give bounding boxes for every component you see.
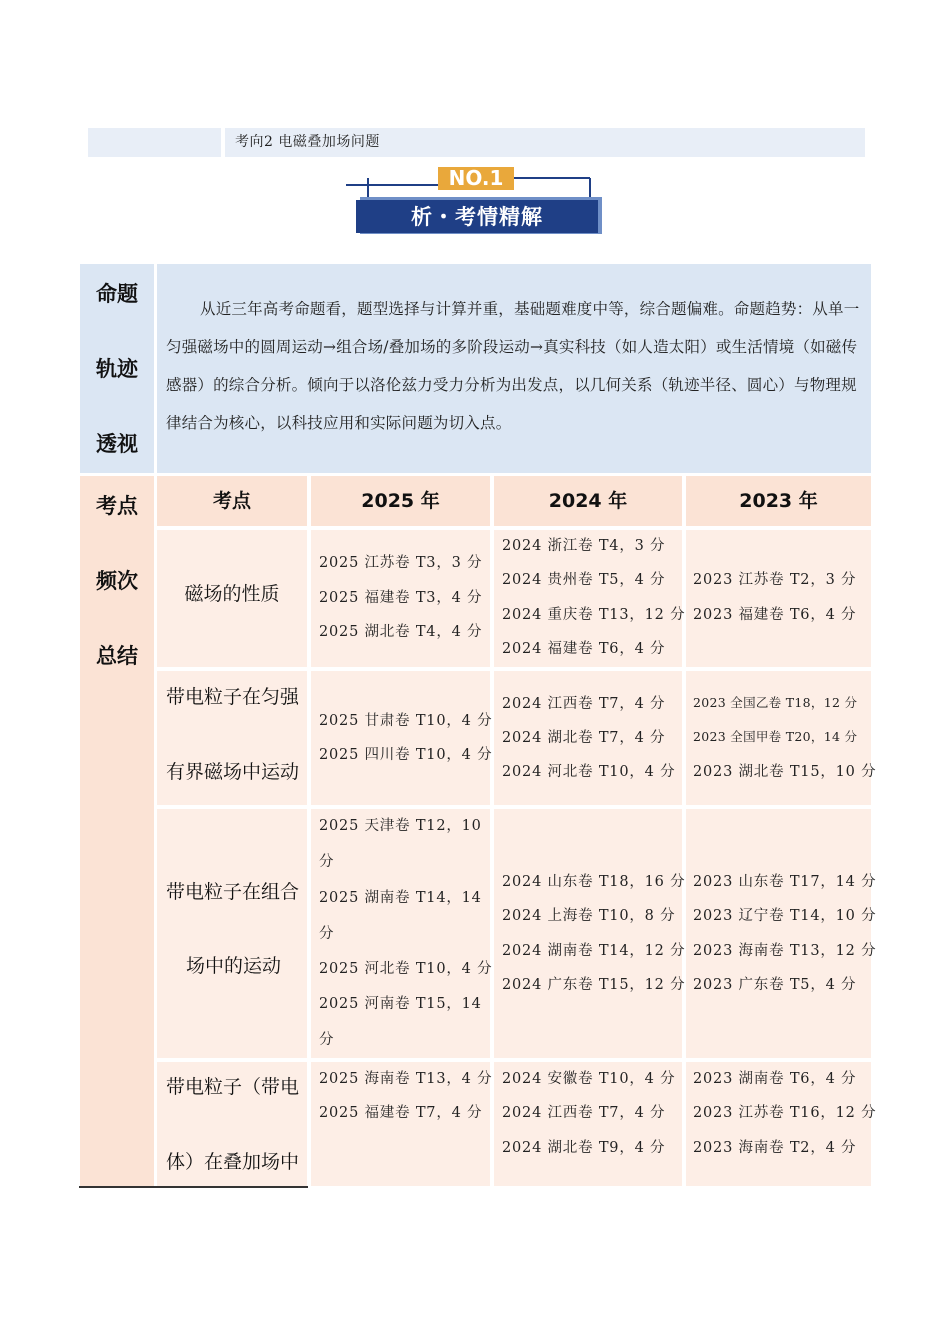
- table-row-4-2023: [686, 1062, 877, 1186]
- freq-side-cell: [80, 476, 154, 1186]
- breadcrumb: 考向2 电磁叠加场问题: [235, 134, 380, 150]
- topic-label: 带电粒子在匀强: [166, 686, 300, 708]
- topic-label: 带电粒子（带电: [166, 1076, 300, 1098]
- exam-entry: 分: [319, 854, 335, 870]
- table-row-1-2025: [311, 530, 490, 667]
- exam-entry: 2023 福建卷 T6，4 分: [693, 607, 857, 623]
- exam-entry: 2024 安徽卷 T10，4 分: [502, 1071, 676, 1087]
- exam-entry: 2024 福建卷 T6，4 分: [502, 641, 666, 657]
- exam-entry: 2025 河南卷 T15，14: [319, 996, 482, 1012]
- exam-entry: 2025 四川卷 T10，4 分: [319, 747, 493, 763]
- col-header-2025: 2025 年: [311, 476, 490, 526]
- topic-label: 有界磁场中运动: [166, 761, 300, 783]
- freq-side-label-1: 考点: [96, 494, 138, 518]
- trend-paragraph: 从近三年高考命题看，题型选择与计算并重，基础题难度中等，综合题偏难。命题趋势：从单一匀强磁场中的圆周运动→组合场/叠加场的多阶段运动→真实科技（如人造太阳）或生活情境（如磁传感器）的综合分析。倾向于以洛伦兹力受力分析为出发点，以几何关系（轨迹半径、圆心）与物理规律结合为核心，以科技应用和实际问题为切入点。: [166, 300, 860, 432]
- table-row-1-2024: [494, 530, 686, 667]
- trend-side-label-3: 透视: [96, 432, 138, 456]
- banner-title: 析・考情精解: [411, 205, 543, 229]
- exam-entry: 2023 全国甲卷 T20，14 分: [693, 729, 858, 744]
- banner-number: NO.1: [448, 166, 504, 190]
- exam-entry: 2023 广东卷 T5，4 分: [693, 977, 857, 993]
- table-row-1-topic: [157, 530, 307, 667]
- exam-entry: 2023 江苏卷 T16，12 分: [693, 1105, 877, 1121]
- table-row-2-2023: [686, 671, 877, 805]
- exam-entry: 2023 湖北卷 T15，10 分: [693, 764, 877, 780]
- topic-label: 带电粒子在组合: [166, 881, 300, 903]
- exam-entry: 2024 上海卷 T10，8 分: [502, 908, 676, 924]
- trend-side-label-1: 命题: [96, 282, 138, 306]
- exam-entry: 2024 山东卷 T18，16 分: [502, 874, 686, 890]
- exam-entry: 2025 天津卷 T12，10: [319, 818, 482, 834]
- table-row-4-topic: [157, 1062, 307, 1186]
- col-header-2023: 2023 年: [686, 476, 871, 526]
- exam-entry: 2024 江西卷 T7，4 分: [502, 696, 666, 712]
- exam-entry: 2024 河北卷 T10，4 分: [502, 764, 676, 780]
- table-row-2-2024: [494, 671, 682, 805]
- topic-label: 场中的运动: [186, 955, 282, 977]
- trend-side-cell: [80, 264, 154, 473]
- exam-entry: 2024 贵州卷 T5，4 分: [502, 572, 666, 588]
- col-header-2024: 2024 年: [494, 476, 682, 526]
- topic-label: 磁场的性质: [184, 583, 280, 605]
- exam-entry: 2024 重庆卷 T13，12 分: [502, 607, 686, 623]
- trend-side-label-2: 轨迹: [96, 357, 138, 381]
- exam-entry: 2025 福建卷 T7，4 分: [319, 1105, 483, 1121]
- exam-entry: 分: [319, 1032, 335, 1048]
- table-bottom-rule: [79, 1186, 308, 1188]
- exam-entry: 2024 广东卷 T15，12 分: [502, 977, 686, 993]
- table-row-1-2023: [686, 530, 871, 667]
- exam-entry: 2023 海南卷 T13，12 分: [693, 943, 877, 959]
- exam-entry: 2025 湖北卷 T4，4 分: [319, 624, 483, 640]
- exam-entry: 2023 海南卷 T2，4 分: [693, 1140, 857, 1156]
- exam-entry: 2023 江苏卷 T2，3 分: [693, 572, 857, 588]
- table-row-3-topic: [157, 809, 307, 1058]
- exam-entry: 2023 辽宁卷 T14，10 分: [693, 908, 877, 924]
- exam-entry: 2024 湖北卷 T7，4 分: [502, 730, 666, 746]
- exam-entry: 2024 江西卷 T7，4 分: [502, 1105, 666, 1121]
- exam-entry: 2024 浙江卷 T4，3 分: [502, 538, 666, 554]
- topic-label: 体）在叠加场中: [166, 1151, 300, 1173]
- table-row-3-2024: [494, 809, 686, 1058]
- freq-side-label-3: 总结: [96, 644, 138, 668]
- exam-entry: 2023 湖南卷 T6，4 分: [693, 1071, 857, 1087]
- table-row-4-2024: [494, 1062, 682, 1186]
- exam-entry: 2025 海南卷 T13，4 分: [319, 1071, 493, 1087]
- exam-entry: 2025 江苏卷 T3，3 分: [319, 555, 483, 571]
- table-row-3-2025: [311, 809, 493, 1058]
- table-row-2-2025: [311, 671, 493, 805]
- section-banner: [346, 167, 602, 237]
- freq-side-label-2: 频次: [96, 569, 138, 593]
- table-row-4-2025: [311, 1062, 493, 1186]
- exam-entry: 分: [319, 926, 335, 942]
- exam-entry: 2023 全国乙卷 T18，12 分: [693, 695, 858, 710]
- header-bar-left: [88, 128, 221, 157]
- exam-entry: 2025 甘肃卷 T10，4 分: [319, 713, 493, 729]
- table-row-2-topic: [157, 671, 307, 805]
- exam-entry: 2023 山东卷 T17，14 分: [693, 874, 877, 890]
- table-row-3-2023: [686, 809, 877, 1058]
- exam-entry: 2025 河北卷 T10，4 分: [319, 961, 493, 977]
- exam-entry: 2025 福建卷 T3，4 分: [319, 590, 483, 606]
- exam-entry: 2025 湖南卷 T14，14: [319, 890, 482, 906]
- header-bar: [225, 128, 865, 157]
- exam-entry: 2024 湖南卷 T14，12 分: [502, 943, 686, 959]
- col-header-topic: 考点: [157, 476, 307, 526]
- exam-entry: 2024 湖北卷 T9，4 分: [502, 1140, 666, 1156]
